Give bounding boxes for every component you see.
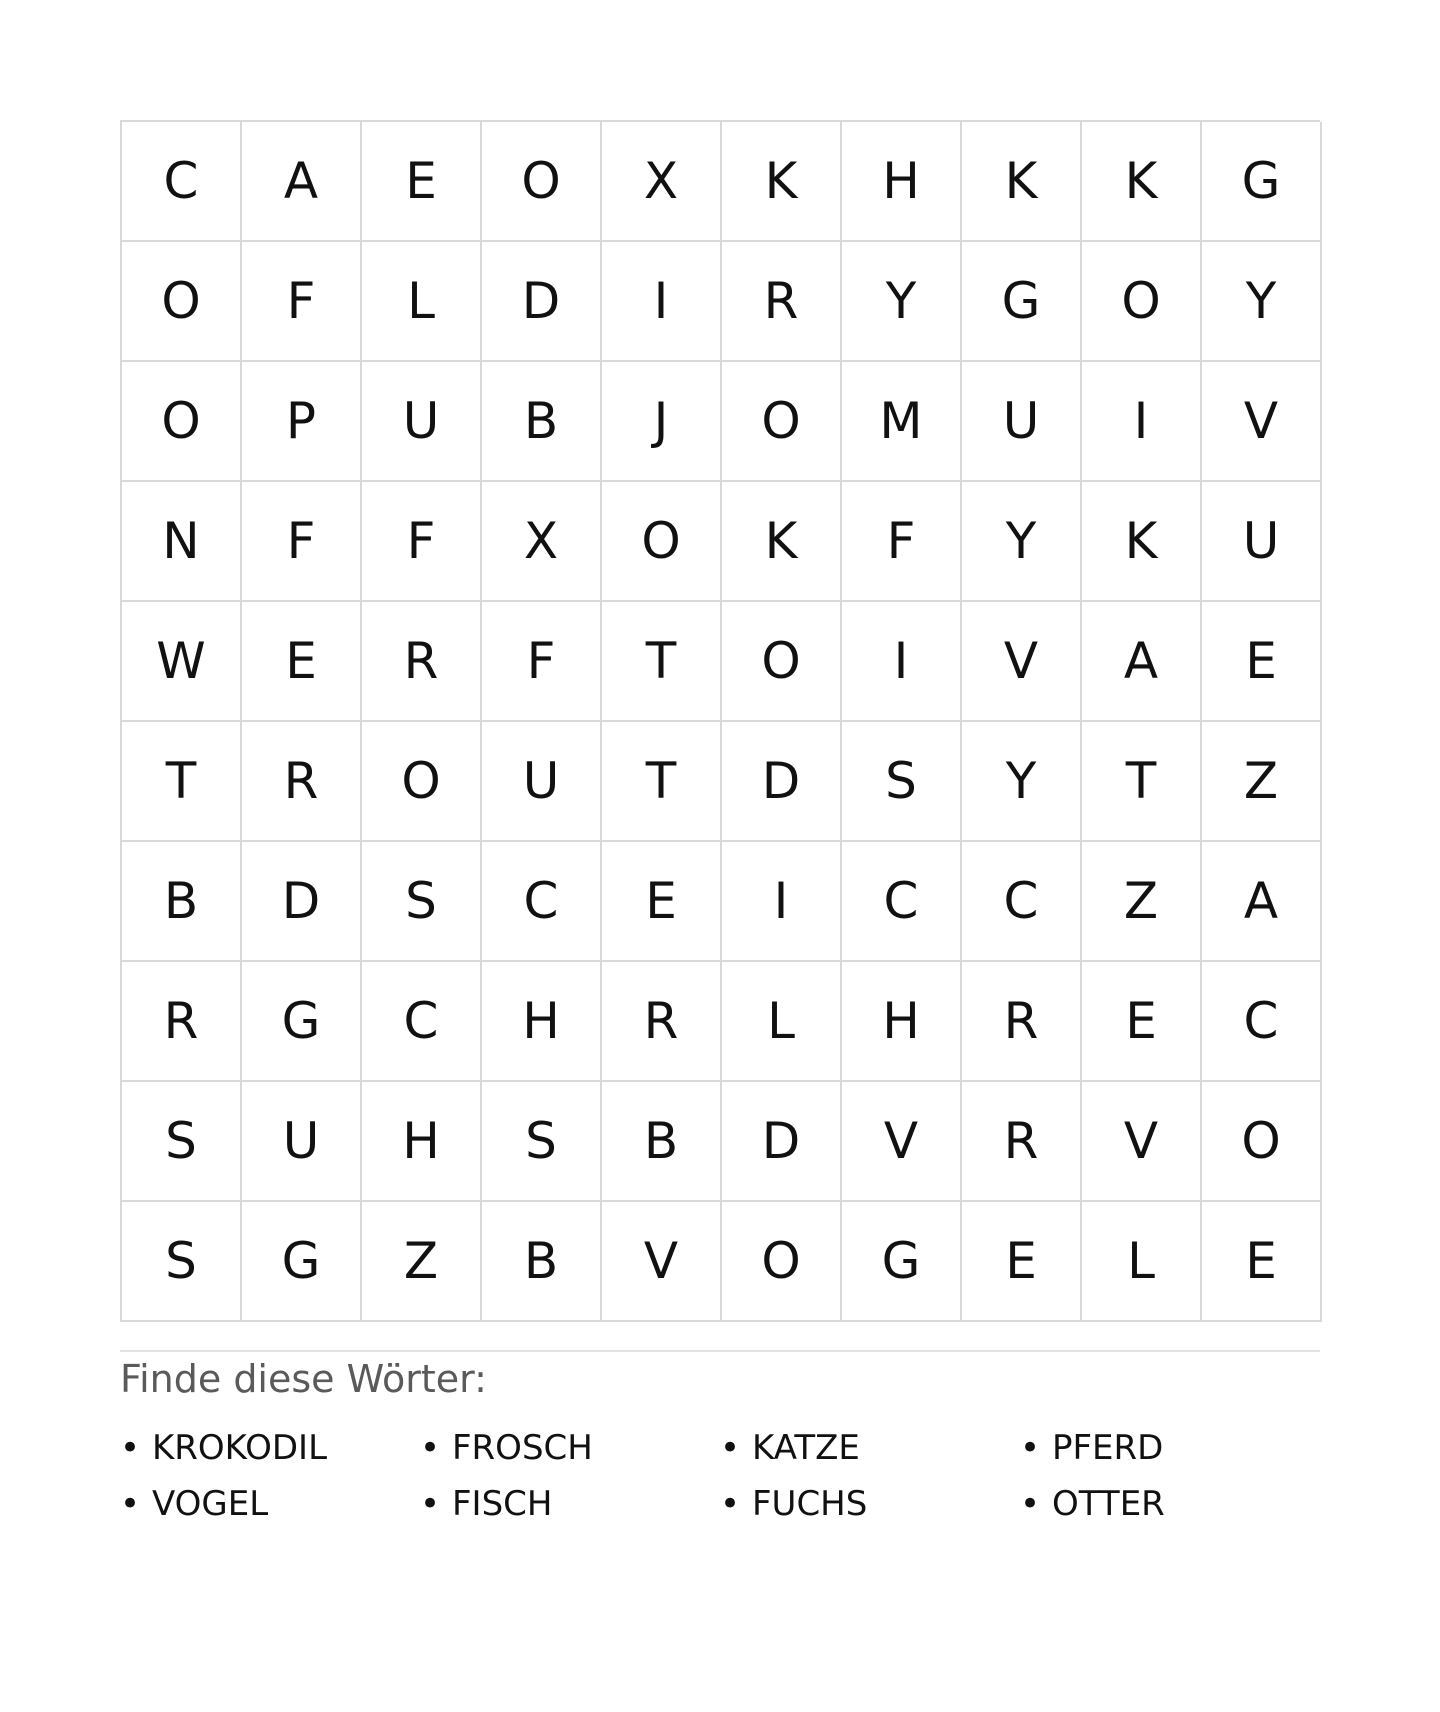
grid-cell[interactable]: O — [482, 122, 602, 242]
word-list — [120, 1420, 1320, 1532]
bullet-icon: • — [420, 1484, 441, 1524]
bullet-icon: • — [120, 1484, 141, 1524]
grid-cell[interactable]: O — [722, 1202, 842, 1322]
grid-cell[interactable]: I — [722, 842, 842, 962]
bullet-icon: • — [1020, 1428, 1041, 1468]
grid-cell[interactable]: R — [962, 1082, 1082, 1202]
grid-cell[interactable]: T — [602, 602, 722, 722]
grid-cell[interactable]: R — [362, 602, 482, 722]
word-list-item — [420, 1476, 720, 1532]
grid-cell[interactable]: Y — [842, 242, 962, 362]
grid-cell[interactable]: C — [482, 842, 602, 962]
grid-cell[interactable]: E — [1202, 1202, 1322, 1322]
grid-cell[interactable]: S — [482, 1082, 602, 1202]
word-list-item — [1020, 1476, 1320, 1532]
word-list-item — [420, 1420, 720, 1476]
grid-cell[interactable]: F — [242, 482, 362, 602]
grid-cell[interactable]: G — [842, 1202, 962, 1322]
grid-cell[interactable]: K — [1082, 482, 1202, 602]
grid-cell[interactable]: S — [122, 1202, 242, 1322]
grid-cell[interactable]: I — [1082, 362, 1202, 482]
word-list-item — [720, 1476, 1020, 1532]
grid-cell[interactable]: C — [962, 842, 1082, 962]
grid-cell[interactable]: G — [242, 1202, 362, 1322]
word-list-item — [120, 1476, 420, 1532]
grid-cell[interactable]: J — [602, 362, 722, 482]
grid-cell[interactable]: E — [362, 122, 482, 242]
grid-cell[interactable]: S — [842, 722, 962, 842]
grid-cell[interactable]: H — [842, 122, 962, 242]
grid-cell[interactable]: E — [1202, 602, 1322, 722]
grid-cell[interactable]: T — [602, 722, 722, 842]
grid-cell[interactable]: U — [242, 1082, 362, 1202]
grid-cell[interactable]: P — [242, 362, 362, 482]
grid-cell[interactable]: O — [722, 362, 842, 482]
grid-cell[interactable]: X — [482, 482, 602, 602]
grid-cell[interactable]: O — [602, 482, 722, 602]
grid-cell[interactable]: C — [362, 962, 482, 1082]
grid-cell[interactable]: V — [842, 1082, 962, 1202]
word-list-item — [120, 1420, 420, 1476]
grid-cell[interactable]: H — [482, 962, 602, 1082]
grid-cell[interactable]: L — [362, 242, 482, 362]
grid-cell[interactable]: W — [122, 602, 242, 722]
bullet-icon: • — [720, 1428, 741, 1468]
grid-cell[interactable]: F — [842, 482, 962, 602]
grid-cell[interactable]: Y — [1202, 242, 1322, 362]
grid-cell[interactable]: F — [242, 242, 362, 362]
grid-cell[interactable]: V — [602, 1202, 722, 1322]
grid-cell[interactable]: D — [722, 1082, 842, 1202]
word-label: PFERD — [1052, 1428, 1164, 1468]
grid-cell[interactable]: O — [1202, 1082, 1322, 1202]
bullet-icon: • — [120, 1428, 141, 1468]
grid-cell[interactable]: G — [962, 242, 1082, 362]
grid-cell[interactable]: U — [482, 722, 602, 842]
word-list-prompt: Finde diese Wörter: — [120, 1357, 487, 1401]
grid-cell[interactable]: A — [242, 122, 362, 242]
grid-cell[interactable]: D — [242, 842, 362, 962]
grid-cell[interactable]: B — [482, 1202, 602, 1322]
grid-cell[interactable]: B — [122, 842, 242, 962]
grid-cell[interactable]: E — [1082, 962, 1202, 1082]
grid-cell[interactable]: O — [122, 362, 242, 482]
grid-cell[interactable]: F — [362, 482, 482, 602]
grid-cell[interactable]: I — [602, 242, 722, 362]
grid-cell[interactable]: K — [722, 122, 842, 242]
grid-cell[interactable]: C — [1202, 962, 1322, 1082]
bullet-icon: • — [720, 1484, 741, 1524]
grid-cell[interactable]: O — [722, 602, 842, 722]
grid-cell[interactable]: D — [482, 242, 602, 362]
grid-cell[interactable]: B — [602, 1082, 722, 1202]
grid-cell[interactable]: K — [1082, 122, 1202, 242]
grid-cell[interactable]: V — [1082, 1082, 1202, 1202]
grid-cell[interactable]: Z — [1202, 722, 1322, 842]
grid-cell[interactable]: L — [722, 962, 842, 1082]
grid-cell[interactable]: A — [1202, 842, 1322, 962]
grid-cell[interactable]: A — [1082, 602, 1202, 722]
grid-cell[interactable]: Y — [962, 722, 1082, 842]
grid-cell[interactable]: S — [122, 1082, 242, 1202]
grid-cell[interactable]: T — [122, 722, 242, 842]
grid-cell[interactable]: T — [1082, 722, 1202, 842]
word-list-item — [720, 1420, 1020, 1476]
grid-cell[interactable]: E — [242, 602, 362, 722]
word-label: KATZE — [752, 1428, 860, 1468]
grid-cell[interactable]: R — [122, 962, 242, 1082]
grid-cell[interactable]: Z — [362, 1202, 482, 1322]
word-label: VOGEL — [152, 1484, 269, 1524]
word-list-item — [1020, 1420, 1320, 1476]
letter-grid — [120, 120, 1320, 1322]
grid-cell[interactable]: M — [842, 362, 962, 482]
word-label: KROKODIL — [152, 1428, 328, 1468]
grid-cell[interactable]: O — [122, 242, 242, 362]
grid-cell[interactable]: S — [362, 842, 482, 962]
grid-cell[interactable]: O — [1082, 242, 1202, 362]
grid-cell[interactable]: H — [362, 1082, 482, 1202]
word-search-puzzle — [120, 120, 1320, 1532]
grid-cell[interactable]: V — [962, 602, 1082, 722]
grid-cell[interactable]: R — [602, 962, 722, 1082]
grid-cell[interactable]: L — [1082, 1202, 1202, 1322]
grid-cell[interactable]: B — [482, 362, 602, 482]
grid-cell[interactable]: E — [962, 1202, 1082, 1322]
grid-cell[interactable]: R — [962, 962, 1082, 1082]
grid-cell[interactable]: U — [362, 362, 482, 482]
grid-cell[interactable]: G — [242, 962, 362, 1082]
grid-cell[interactable]: Z — [1082, 842, 1202, 962]
grid-cell[interactable]: C — [122, 122, 242, 242]
grid-cell[interactable]: R — [242, 722, 362, 842]
grid-cell[interactable]: H — [842, 962, 962, 1082]
word-label: FUCHS — [752, 1484, 868, 1524]
grid-cell[interactable]: G — [1202, 122, 1322, 242]
grid-cell[interactable]: K — [722, 482, 842, 602]
grid-cell[interactable]: Y — [962, 482, 1082, 602]
grid-cell[interactable]: F — [482, 602, 602, 722]
grid-cell[interactable]: I — [842, 602, 962, 722]
word-label: OTTER — [1052, 1484, 1165, 1524]
grid-cell[interactable]: X — [602, 122, 722, 242]
word-label: FROSCH — [452, 1428, 593, 1468]
grid-cell[interactable]: R — [722, 242, 842, 362]
word-label: FISCH — [452, 1484, 553, 1524]
bullet-icon: • — [1020, 1484, 1041, 1524]
grid-cell[interactable]: U — [962, 362, 1082, 482]
grid-cell[interactable]: K — [962, 122, 1082, 242]
bullet-icon: • — [420, 1428, 441, 1468]
grid-cell[interactable]: E — [602, 842, 722, 962]
grid-cell[interactable]: N — [122, 482, 242, 602]
grid-cell[interactable]: O — [362, 722, 482, 842]
grid-cell[interactable]: D — [722, 722, 842, 842]
grid-cell[interactable]: U — [1202, 482, 1322, 602]
grid-cell[interactable]: C — [842, 842, 962, 962]
grid-cell[interactable]: V — [1202, 362, 1322, 482]
